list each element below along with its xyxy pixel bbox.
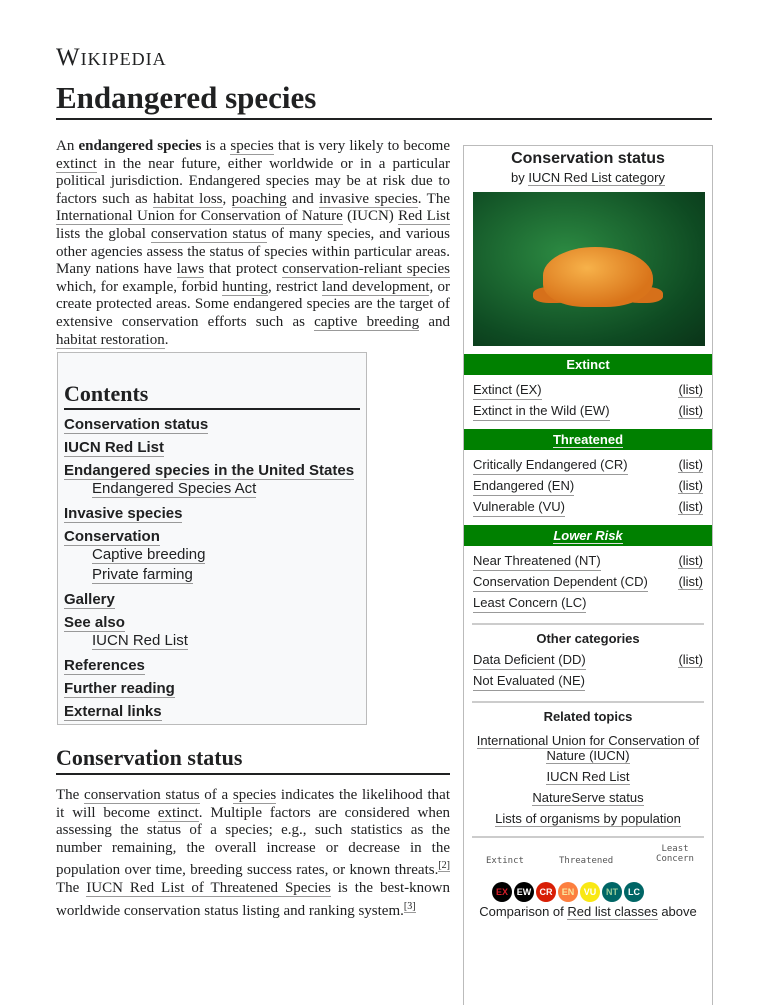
scale-caption (464, 904, 712, 919)
status-row (464, 496, 712, 517)
wikipedia-logo[interactable]: Wikipedia (56, 44, 167, 71)
toc-sublink[interactable]: Endangered Species Act (92, 480, 257, 497)
inline-link[interactable]: conservation-reliant species (282, 261, 451, 278)
toc-link[interactable]: Further reading (64, 680, 175, 697)
text-segment: , restrict (268, 278, 322, 295)
toc-item (64, 528, 360, 545)
scale-label-least-concern: Least Concern (656, 844, 694, 864)
status-link[interactable]: Conservation Dependent (CD) (473, 571, 648, 592)
subtitle-prefix: by (511, 170, 529, 185)
infobox (463, 145, 713, 1005)
list-link-wrap (678, 475, 703, 496)
toc-link[interactable]: External links (64, 703, 162, 720)
toc-subitem (64, 545, 360, 565)
inline-link[interactable]: captive breeding (314, 313, 420, 330)
status-row (464, 571, 712, 592)
status-link[interactable]: Endangered (EN) (473, 475, 574, 496)
table-of-contents (57, 352, 367, 725)
text-segment: in the near future, either worldwide or in a particular political jurisdiction. Endangered species may be at risk due to factors such as (56, 155, 450, 207)
inline-link[interactable]: conservation status (150, 225, 267, 242)
related-link[interactable]: International Union for Conservation of Nature (IUCN) (476, 733, 700, 763)
list-link[interactable]: (list) (678, 652, 703, 667)
group-header (464, 354, 712, 375)
related-topics-title: Related topics (543, 709, 633, 724)
inline-link[interactable]: habitat restoration (56, 331, 165, 348)
inline-link[interactable]: poaching (231, 190, 287, 207)
status-link[interactable]: Critically Endangered (CR) (473, 454, 628, 475)
infobox-title: Conservation status (511, 150, 665, 167)
inline-link[interactable]: extinct (157, 804, 199, 821)
scale-circle-ex[interactable]: EX (492, 882, 512, 902)
toc-item (64, 680, 360, 697)
text-segment: indicates the likelihood that it will become (56, 787, 451, 821)
related-link[interactable]: IUCN Red List (546, 769, 630, 784)
scale-circle-ew[interactable]: EW (514, 882, 534, 902)
list-link[interactable]: (list) (678, 403, 703, 418)
list-link[interactable]: (list) (678, 499, 703, 514)
list-link[interactable]: (list) (678, 457, 703, 472)
infobox-subtitle (464, 170, 712, 185)
list-link[interactable]: (list) (678, 574, 703, 589)
bold-term: endangered species (78, 138, 202, 154)
toc-item (64, 591, 360, 608)
inline-link[interactable]: hunting (222, 278, 268, 295)
toc-link[interactable]: IUCN Red List (64, 439, 165, 456)
inline-link[interactable]: IUCN Red List of Threatened Species (86, 879, 331, 896)
group-header-label[interactable]: Lower Risk (553, 528, 623, 543)
toc-link[interactable]: Endangered species in the United States (64, 462, 355, 479)
status-row (464, 454, 712, 475)
text-segment: . (164, 331, 169, 348)
toc-sublink[interactable]: Private farming (92, 566, 193, 583)
scale-circle-vu[interactable]: VU (580, 882, 600, 902)
status-link[interactable]: Extinct (EX) (473, 379, 542, 400)
toc-sublink[interactable]: IUCN Red List (92, 632, 188, 649)
text-segment: which, for example, forbid (56, 278, 223, 295)
toc-subitem (64, 631, 360, 651)
status-row (464, 550, 712, 571)
text-segment: , or create protected areas. Some endangered species are the target of extensive conservation efforts such as (56, 278, 450, 330)
caption-prefix: Comparison of (479, 904, 568, 919)
scale-label-threatened: Threatened (559, 856, 614, 866)
text-segment: that is very likely to become (273, 138, 450, 154)
list-link[interactable]: (list) (678, 478, 703, 493)
status-link[interactable]: Least Concern (LC) (473, 592, 586, 613)
text-segment: that protect (204, 261, 283, 278)
text-segment: is the best-known worldwide conservation status listing and ranking system. (56, 879, 450, 919)
status-link[interactable]: Data Deficient (DD) (473, 649, 586, 670)
citation-link[interactable]: [3] (403, 900, 416, 912)
list-link-wrap (678, 496, 703, 517)
toc-item (64, 703, 360, 720)
inline-link[interactable]: species (230, 138, 274, 154)
toc-item (64, 462, 360, 479)
related-topic (464, 811, 712, 826)
related-topic (464, 733, 712, 763)
related-topic (464, 769, 712, 784)
section-paragraph (56, 787, 450, 920)
text-segment: The (56, 879, 87, 896)
related-link[interactable]: NatureServe status (532, 790, 644, 805)
text-segment: of a (199, 787, 233, 803)
list-link-wrap (678, 550, 703, 571)
toc-item (64, 657, 360, 674)
text-segment: An (56, 138, 79, 154)
red-list-scale[interactable] (464, 842, 712, 898)
toc-item (64, 614, 360, 631)
citation-link[interactable]: [2] (438, 860, 450, 872)
section-heading-conservation-status: Conservation status (56, 745, 450, 775)
text-segment: and (419, 313, 450, 330)
inline-link[interactable]: species (232, 787, 277, 803)
text-segment: of many species, and various other agencies assess the status of species within particular areas. Many nations have (56, 225, 451, 278)
red-list-classes-link[interactable]: Red list classes (567, 904, 658, 919)
scale-circle-cr[interactable]: CR (536, 882, 556, 902)
text-segment: The (56, 787, 85, 803)
list-link-wrap (678, 400, 703, 421)
toc-link[interactable]: Conservation (64, 528, 160, 545)
scale-circle-en[interactable]: EN (558, 882, 578, 902)
list-link-wrap (678, 379, 703, 400)
inline-link[interactable]: land development (321, 278, 430, 295)
text-segment: , (222, 190, 232, 207)
list-link-wrap (678, 571, 703, 592)
inline-link[interactable]: invasive species (319, 190, 418, 207)
status-link[interactable]: Vulnerable (VU) (473, 496, 565, 517)
toc-link[interactable]: Conservation status (64, 416, 209, 433)
group-header (464, 429, 712, 450)
status-link[interactable]: Extinct in the Wild (EW) (473, 400, 610, 421)
toc-item (64, 505, 360, 522)
toc-link[interactable]: See also (64, 614, 125, 631)
toc-link[interactable]: References (64, 657, 145, 674)
inline-link[interactable]: extinct (56, 155, 97, 172)
toc-link[interactable]: Invasive species (64, 505, 183, 522)
text-segment: is a (201, 138, 231, 154)
text-segment: and (286, 190, 320, 207)
related-topic (464, 790, 712, 805)
intro-paragraph (56, 138, 450, 349)
status-row (464, 592, 712, 613)
iucn-category-link[interactable]: IUCN Red List category (528, 170, 665, 185)
status-link[interactable]: Near Threatened (NT) (473, 550, 601, 571)
status-row (464, 379, 712, 400)
inline-link[interactable]: Red List (398, 208, 451, 225)
scale-circle-lc[interactable]: LC (624, 882, 644, 902)
toc-sublink[interactable]: Captive breeding (92, 546, 206, 563)
golden-toad-image[interactable] (473, 192, 705, 346)
caption-suffix: above (657, 904, 697, 919)
status-row (464, 649, 712, 670)
text-segment: . Multiple factors are considered when assessing the status of a species; e.g., such statistics as the number remaining, the overall increase or decrease in the population over time, breeding success rates, or known threats. (56, 804, 451, 879)
status-row (464, 670, 712, 691)
list-link-wrap (678, 649, 703, 670)
scale-circle-nt[interactable]: NT (602, 882, 622, 902)
inline-link[interactable]: habitat loss (152, 190, 223, 207)
inline-link[interactable]: International Union for Conservation of Nature (56, 208, 343, 225)
list-link-wrap (678, 454, 703, 475)
toc-link[interactable]: Gallery (64, 591, 115, 608)
inline-link[interactable]: laws (176, 261, 205, 278)
status-row (464, 475, 712, 496)
status-row (464, 400, 712, 421)
other-categories-title: Other categories (536, 631, 640, 646)
toc-item (64, 416, 360, 433)
related-link[interactable]: Lists of organisms by population (495, 811, 681, 826)
status-link[interactable]: Not Evaluated (NE) (473, 670, 585, 691)
list-link[interactable]: (list) (678, 382, 703, 397)
group-header-label: Extinct (566, 357, 610, 372)
text-segment: . The (417, 190, 450, 207)
toc-title: Contents (64, 381, 360, 410)
scale-label-extinct: Extinct (486, 856, 524, 866)
page-title: Endangered species (56, 80, 712, 120)
group-header-label[interactable]: Threatened (552, 432, 624, 447)
toc-subitem (64, 565, 360, 585)
toc-subitem (64, 479, 360, 499)
inline-link[interactable]: conservation status (84, 787, 200, 803)
toc-item (64, 439, 360, 456)
text-segment: lists the global (56, 225, 151, 242)
text-segment: (IUCN) (342, 208, 399, 225)
group-header (464, 525, 712, 546)
list-link[interactable]: (list) (678, 553, 703, 568)
